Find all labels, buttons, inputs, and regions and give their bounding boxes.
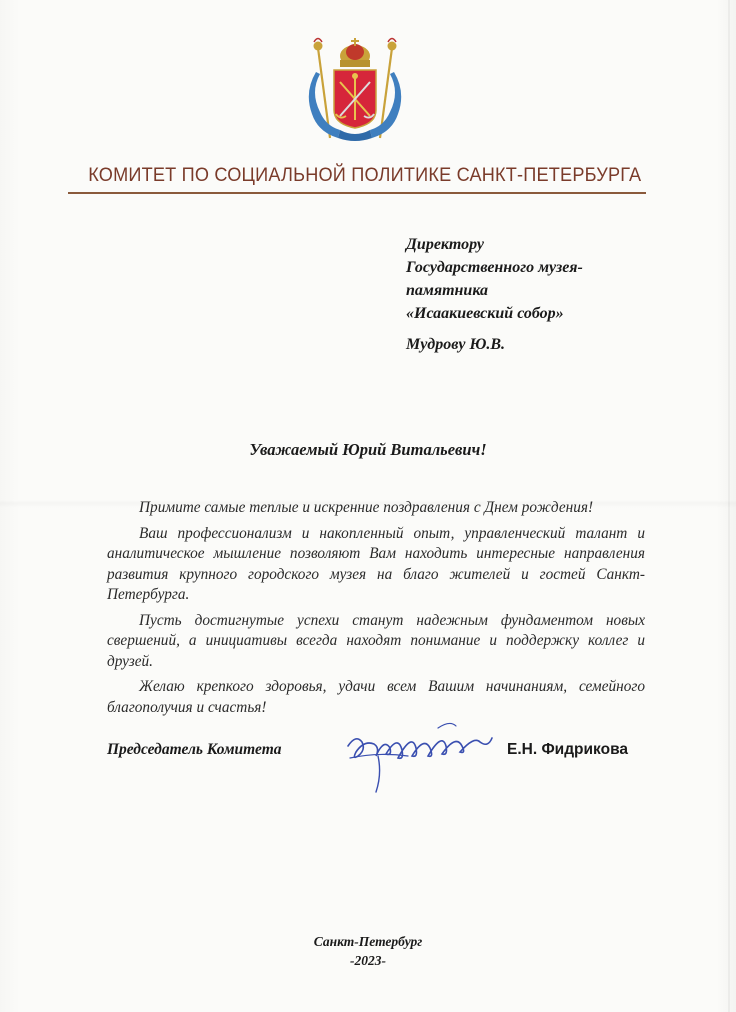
- organization-title: КОМИТЕТ ПО СОЦИАЛЬНОЙ ПОЛИТИКЕ САНКТ-ПЕТЕРБУРГА: [88, 164, 642, 186]
- signer-name: Е.Н. Фидрикова: [507, 741, 629, 758]
- signer-title: Председатель Комитета: [107, 741, 282, 758]
- paper-fold: [728, 0, 730, 1012]
- body-paragraph: Примите самые теплые и искренние поздравления с Днем рождения!: [139, 499, 594, 516]
- addressee-block: [406, 233, 583, 325]
- handwritten-signature-icon: [338, 712, 498, 798]
- body-paragraph: Желаю крепкого здоровья, удачи всем Вашим начинаниям, семейного благополучия и счастья!: [107, 678, 645, 716]
- saint-petersburg-coat-of-arms-icon: [300, 34, 410, 146]
- addressee-line: «Исаакиевский собор»: [406, 305, 564, 322]
- addressee-line: памятника: [406, 282, 489, 299]
- addressee-line: Директору: [406, 236, 484, 253]
- footer-year: -2023-: [350, 953, 386, 968]
- header-divider: [68, 192, 646, 194]
- letter-body: [107, 498, 645, 723]
- footer-city: Санкт-Петербург: [313, 934, 423, 949]
- body-paragraph: Ваш профессионализм и накопленный опыт, управленческий талант и аналитическое мышление позволяют Вам находить интересные направления развития крупного городского музея на благо жителей и гостей Санкт-Петербурга.: [107, 524, 645, 603]
- addressee-line: Государственного музея-: [406, 259, 583, 276]
- addressee-name: Мудрову Ю.В.: [406, 336, 506, 353]
- salutation: Уважаемый Юрий Витальевич!: [249, 440, 487, 459]
- body-paragraph: Пусть достигнутые успехи станут надежным фундаментом новых свершений, а инициативы всегда находят понимание и поддержку коллег и друзей.: [107, 611, 645, 670]
